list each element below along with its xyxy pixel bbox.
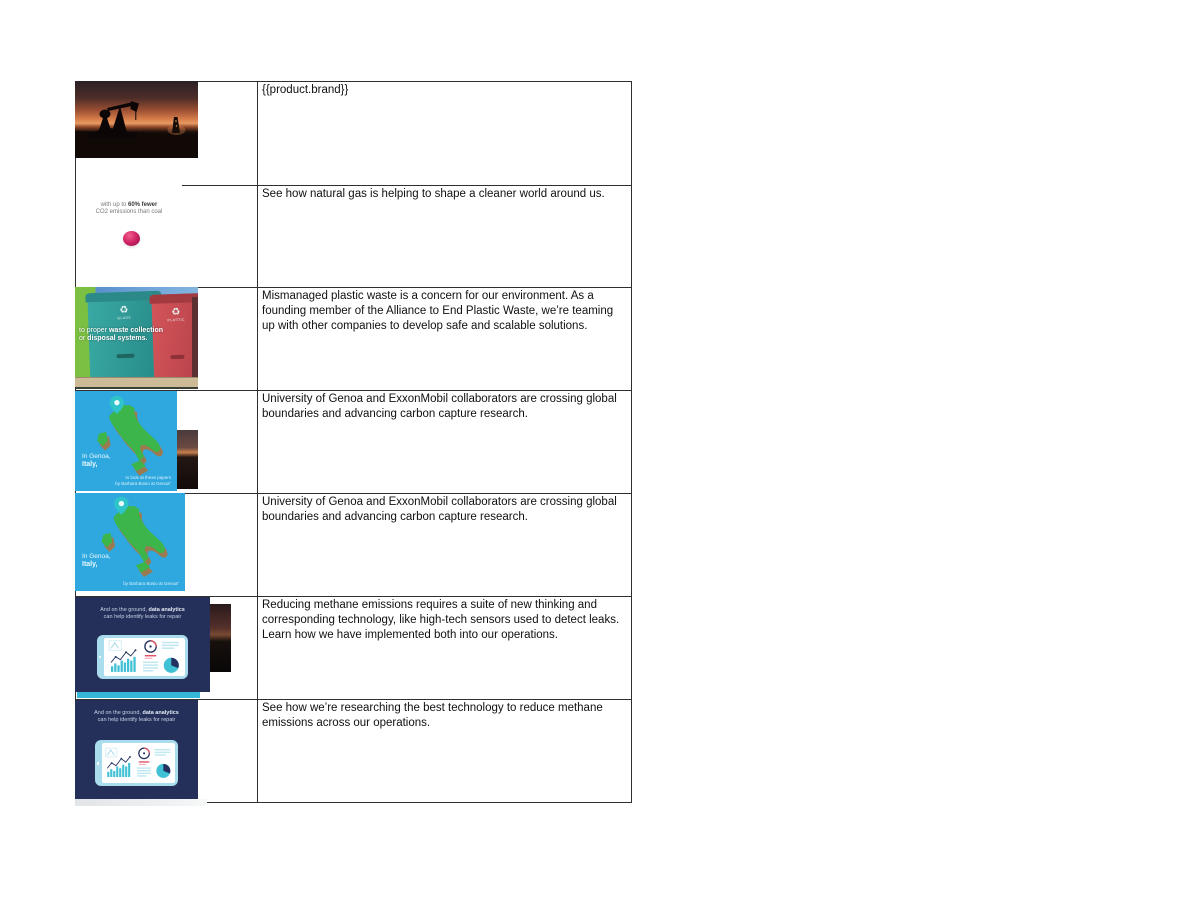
caption-text-5: University of Genoa and ExxonMobil collaborators are crossing global boundaries and advancing carbon capture research. <box>262 496 617 524</box>
bin-label-glass: GLASS <box>117 315 132 321</box>
tablet-camera-dot <box>99 656 102 659</box>
crimson-ball-graphic <box>123 231 140 246</box>
caption-cell-5[interactable] <box>258 494 631 597</box>
cyan-accent-stripe <box>77 692 200 698</box>
caption-cell-6[interactable] <box>258 597 631 700</box>
italy-map-thumbnail-1[interactable] <box>75 391 177 491</box>
dashboard-charts <box>102 743 176 783</box>
caption-cell-3[interactable] <box>258 288 631 391</box>
tablet-illustration <box>97 635 189 679</box>
caption-text-3: Mismanaged plastic waste is a concern for our environment. As a founding member of the Alliance to End Plastic Waste, we’re teaming up with other companies to develop safe and scalable solutions. <box>262 290 614 333</box>
italy-credit-text: to look at these papers by Barbara Bosio at Genoa” <box>115 475 171 486</box>
recycle-icon: ♻ <box>119 304 129 317</box>
caption-text-4: University of Genoa and ExxonMobil collaborators are crossing global boundaries and advancing carbon capture research. <box>262 393 617 421</box>
italy-caption-text: In Genoa, Italy, <box>82 553 111 568</box>
caption-cell-4[interactable] <box>258 391 631 494</box>
dusk-photo-fragment[interactable] <box>210 604 231 672</box>
italy-map-thumbnail-2[interactable] <box>75 493 185 591</box>
bin-label-plastic: PLASTIC <box>167 317 185 323</box>
italy-caption-text: In Genoa, Italy, <box>82 453 111 468</box>
caption-cell-7[interactable] <box>258 700 631 802</box>
bin-handle <box>116 354 134 359</box>
dashboard-charts <box>104 638 186 676</box>
caption-cell-1[interactable] <box>258 82 631 186</box>
bins-overlay-text: to proper waste collection or disposal systems. <box>79 327 164 342</box>
pumpjack-sunset-thumbnail[interactable] <box>75 81 198 158</box>
tablet-illustration <box>95 740 179 786</box>
caption-text-1: {{product.brand}} <box>262 84 349 96</box>
natural-gas-graphic-thumbnail[interactable] <box>76 158 182 266</box>
tablet-camera-dot <box>97 762 100 765</box>
data-analytics-thumbnail-1[interactable] <box>75 597 210 692</box>
bin-lid <box>149 293 198 304</box>
caption-cell-2[interactable] <box>258 186 631 288</box>
analytics-caption-text: And on the ground, data analytics can help identify leaks for repair <box>94 710 179 723</box>
pumpjack-silhouette <box>75 81 198 158</box>
data-analytics-thumbnail-2[interactable] <box>75 700 198 800</box>
recycle-icon: ♻ <box>171 306 181 319</box>
truck-dusk-photo-fragment[interactable] <box>177 430 198 489</box>
dark-bin-edge <box>192 297 198 382</box>
italy-map-illustration <box>82 495 179 585</box>
ground-strip <box>75 377 198 387</box>
gas-graphic-text: with up to 60% fewer CO2 emissions than coal <box>95 202 163 215</box>
italy-credit-text: by Barbara Bosio at Genoa” <box>123 580 179 586</box>
caption-text-2: See how natural gas is helping to shape a cleaner world around us. <box>262 188 605 200</box>
caption-text-6: Reducing methane emissions requires a suite of new thinking and corresponding technology, like high-tech sensors used to detect leaks. Learn how we have implemented both into our operations. <box>262 599 620 642</box>
bin-handle <box>170 354 184 358</box>
caption-text-7: See how we’re researching the best technology to reduce methane emissions across our operations. <box>262 702 603 730</box>
analytics-caption-text: And on the ground, data analytics can help identify leaks for repair <box>100 607 185 620</box>
recycling-bins-thumbnail[interactable] <box>75 287 198 389</box>
image-edge-fragment <box>75 799 207 806</box>
italy-map-illustration <box>81 393 171 485</box>
